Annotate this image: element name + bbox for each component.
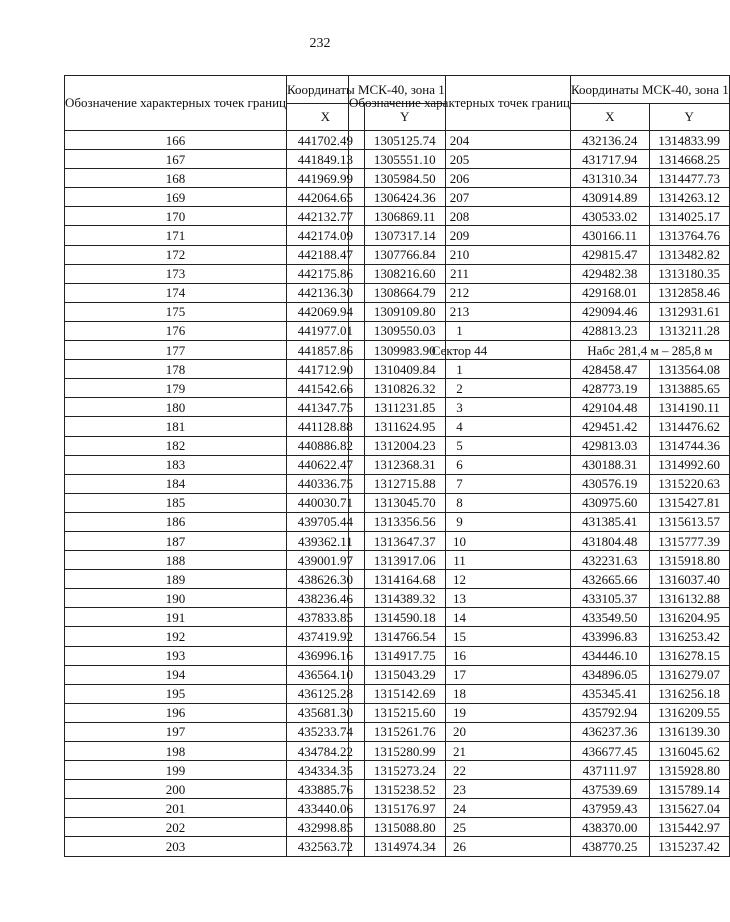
x-coordinate-cell: 432231.63 [571,551,650,570]
point-number-cell: 202 [65,818,287,837]
point-number-cell: 23 [349,780,571,799]
y-coordinate-cell: 1313764.76 [649,226,729,245]
x-coordinate-cell: 442136.30 [287,283,365,302]
point-number-cell: 186 [65,512,287,531]
y-coordinate-cell: 1312858.46 [649,283,729,302]
point-number-cell: 183 [65,455,287,474]
point-number-cell: 9 [349,512,571,531]
point-number-cell: 212 [349,283,571,302]
x-coordinate-cell: 437539.69 [571,780,650,799]
x-coordinate-cell: 433440.06 [287,799,365,818]
point-number-cell: 173 [65,264,287,283]
point-number-cell: 1 [349,360,571,379]
y-header: Y [649,103,729,131]
x-coordinate-cell: 433996.83 [571,627,650,646]
x-coordinate-cell: 436237.36 [571,722,650,741]
x-coordinate-cell: 430166.11 [571,226,650,245]
y-coordinate-cell: 1315442.97 [649,818,729,837]
y-coordinate-cell: 1314668.25 [649,150,729,169]
x-coordinate-cell: 441128.88 [287,417,365,436]
point-number-cell: 1 [349,321,571,340]
table-row [349,321,730,340]
y-coordinate-cell: 1316209.55 [649,703,729,722]
y-coordinate-cell: 1314917.75 [364,646,445,665]
table-row [349,455,730,474]
y-coordinate-cell: 1315928.80 [649,761,729,780]
table-row [349,512,730,531]
point-number-cell: 180 [65,398,287,417]
y-coordinate-cell: 1307766.84 [364,245,445,264]
table-row [349,742,730,761]
x-coordinate-cell: 433885.76 [287,780,365,799]
x-coordinate-cell: 429451.42 [571,417,650,436]
x-coordinate-cell: 429168.01 [571,283,650,302]
point-number-cell: 24 [349,799,571,818]
y-coordinate-cell: 1316256.18 [649,684,729,703]
point-number-cell: 188 [65,551,287,570]
x-coordinate-cell: 429813.03 [571,436,650,455]
point-number-cell: 176 [65,321,287,340]
table-row [349,398,730,417]
x-coordinate-cell: 440030.71 [287,493,365,512]
y-coordinate-cell: 1313885.65 [649,379,729,398]
point-number-cell: 179 [65,379,287,398]
x-coordinate-cell: 428813.23 [571,321,650,340]
point-number-cell: 199 [65,761,287,780]
x-coordinate-cell: 433105.37 [571,589,650,608]
point-number-cell: 208 [349,207,571,226]
y-coordinate-cell: 1314590.18 [364,608,445,627]
x-coordinate-cell: 438236.46 [287,589,365,608]
x-coordinate-cell: 440336.75 [287,474,365,493]
y-coordinate-cell: 1311231.85 [364,398,445,417]
x-coordinate-cell: 432665.66 [571,570,650,589]
x-coordinate-cell: 437111.97 [571,761,650,780]
y-coordinate-cell: 1305125.74 [364,131,445,150]
y-coordinate-cell: 1311624.95 [364,417,445,436]
point-number-cell: 196 [65,703,287,722]
x-coordinate-cell: 432563.72 [287,837,365,856]
y-coordinate-cell: 1306869.11 [364,207,445,226]
point-number-cell: 20 [349,722,571,741]
x-header: X [287,103,365,131]
x-coordinate-cell: 436996.16 [287,646,365,665]
y-coordinate-cell: 1309109.80 [364,302,445,321]
point-number-cell: 174 [65,283,287,302]
y-header: Y [364,103,445,131]
y-coordinate-cell: 1314833.99 [649,131,729,150]
x-coordinate-cell: 441977.01 [287,321,365,340]
point-number-cell: 3 [349,398,571,417]
x-coordinate-cell: 442188.47 [287,245,365,264]
table-row [349,474,730,493]
x-coordinate-cell: 434784.22 [287,742,365,761]
table-row [349,780,730,799]
x-coordinate-cell: 436677.45 [571,742,650,761]
point-number-cell: 210 [349,245,571,264]
y-coordinate-cell: 1315142.69 [364,684,445,703]
point-number-cell: 21 [349,742,571,761]
point-number-cell: 192 [65,627,287,646]
y-coordinate-cell: 1309550.03 [364,321,445,340]
x-coordinate-cell: 438626.30 [287,570,365,589]
point-number-cell: 177 [65,341,287,360]
point-number-cell: 170 [65,207,287,226]
point-number-cell: 166 [65,131,287,150]
point-number-cell: 11 [349,551,571,570]
sector-row [349,341,730,360]
point-number-cell: 22 [349,761,571,780]
point-number-cell: 204 [349,131,571,150]
y-coordinate-cell: 1314744.36 [649,436,729,455]
point-number-cell: 13 [349,589,571,608]
y-coordinate-cell: 1305551.10 [364,150,445,169]
y-coordinate-cell: 1316279.07 [649,665,729,684]
point-number-cell: 185 [65,493,287,512]
point-number-cell: 12 [349,570,571,589]
x-coordinate-cell: 429104.48 [571,398,650,417]
y-coordinate-cell: 1315043.29 [364,665,445,684]
point-number-cell: 194 [65,665,287,684]
table-row [349,226,730,245]
y-coordinate-cell: 1314974.34 [364,837,445,856]
y-coordinate-cell: 1306424.36 [364,188,445,207]
table-row [349,417,730,436]
y-coordinate-cell: 1316139.30 [649,722,729,741]
point-number-cell: 167 [65,150,287,169]
y-coordinate-cell: 1308216.60 [364,264,445,283]
table-row [349,837,730,856]
y-coordinate-cell: 1313647.37 [364,531,445,550]
y-coordinate-cell: 1312715.88 [364,474,445,493]
x-coordinate-cell: 431310.34 [571,169,650,188]
point-number-cell: 195 [65,684,287,703]
point-number-cell: 15 [349,627,571,646]
x-coordinate-cell: 434446.10 [571,646,650,665]
x-coordinate-cell: 435345.41 [571,684,650,703]
y-coordinate-cell: 1315220.63 [649,474,729,493]
y-coordinate-cell: 1314389.32 [364,589,445,608]
x-coordinate-cell: 431385.41 [571,512,650,531]
x-coordinate-cell: 436564.10 [287,665,365,684]
table-row [349,360,730,379]
y-coordinate-cell: 1315176.97 [364,799,445,818]
x-coordinate-cell: 440622.47 [287,455,365,474]
point-number-cell: 2 [349,379,571,398]
y-coordinate-cell: 1314164.68 [364,570,445,589]
table-row [349,703,730,722]
x-coordinate-cell: 441702.49 [287,131,365,150]
y-coordinate-cell: 1314477.73 [649,169,729,188]
x-coordinate-cell: 435681.30 [287,703,365,722]
table-row [349,531,730,550]
point-number-cell: 205 [349,150,571,169]
table-row [349,131,730,150]
point-number-cell: 178 [65,360,287,379]
x-coordinate-cell: 442064.65 [287,188,365,207]
x-coordinate-cell: 433549.50 [571,608,650,627]
point-number-cell: 25 [349,818,571,837]
sector-range: Набс 281,4 м – 285,8 м [571,341,730,360]
point-number-cell: 200 [65,780,287,799]
point-number-cell: 16 [349,646,571,665]
point-number-cell: 184 [65,474,287,493]
y-coordinate-cell: 1312004.23 [364,436,445,455]
designation-header: Обозначение характерных точек границ [65,76,287,131]
x-coordinate-cell: 442174.09 [287,226,365,245]
table-row [349,169,730,188]
point-number-cell: 181 [65,417,287,436]
point-number-cell: 168 [65,169,287,188]
point-number-cell: 5 [349,436,571,455]
y-coordinate-cell: 1315918.80 [649,551,729,570]
y-coordinate-cell: 1313180.35 [649,264,729,283]
table-row [349,722,730,741]
y-coordinate-cell: 1314190.11 [649,398,729,417]
x-coordinate-cell: 441542.66 [287,379,365,398]
y-coordinate-cell: 1316045.62 [649,742,729,761]
table-row [349,436,730,455]
x-coordinate-cell: 441849.13 [287,150,365,169]
y-coordinate-cell: 1314766.54 [364,627,445,646]
x-coordinate-cell: 436125.28 [287,684,365,703]
x-coordinate-cell: 429094.46 [571,302,650,321]
x-coordinate-cell: 437959.43 [571,799,650,818]
table-row [349,493,730,512]
x-coordinate-cell: 435233.74 [287,722,365,741]
x-coordinate-cell: 437419.92 [287,627,365,646]
point-number-cell: 213 [349,302,571,321]
x-coordinate-cell: 432136.24 [571,131,650,150]
point-number-cell: 17 [349,665,571,684]
table-row [349,646,730,665]
x-coordinate-cell: 431717.94 [571,150,650,169]
x-coordinate-cell: 430975.60 [571,493,650,512]
x-header: X [571,103,650,131]
page-number: 232 [309,36,331,51]
table-row [349,264,730,283]
point-number-cell: 198 [65,742,287,761]
x-coordinate-cell: 439362.11 [287,531,365,550]
y-coordinate-cell: 1316253.42 [649,627,729,646]
point-number-cell: 209 [349,226,571,245]
point-number-cell: 19 [349,703,571,722]
point-number-cell: 187 [65,531,287,550]
y-coordinate-cell: 1314263.12 [649,188,729,207]
y-coordinate-cell: 1314025.17 [649,207,729,226]
x-coordinate-cell: 435792.94 [571,703,650,722]
x-coordinate-cell: 432998.85 [287,818,365,837]
y-coordinate-cell: 1316132.88 [649,589,729,608]
y-coordinate-cell: 1315215.60 [364,703,445,722]
table-row [349,245,730,264]
x-coordinate-cell: 440886.82 [287,436,365,455]
point-number-cell: 4 [349,417,571,436]
table-row [349,150,730,169]
coords-system-header: Координаты МСК-40, зона 1 [571,76,730,104]
y-coordinate-cell: 1315627.04 [649,799,729,818]
x-coordinate-cell: 439705.44 [287,512,365,531]
point-number-cell: 10 [349,531,571,550]
y-coordinate-cell: 1315613.57 [649,512,729,531]
y-coordinate-cell: 1313045.70 [364,493,445,512]
point-number-cell: 190 [65,589,287,608]
point-number-cell: 18 [349,684,571,703]
y-coordinate-cell: 1310409.84 [364,360,445,379]
table-row [349,761,730,780]
x-coordinate-cell: 441347.75 [287,398,365,417]
x-coordinate-cell: 429815.47 [571,245,650,264]
point-number-cell: 182 [65,436,287,455]
point-number-cell: 197 [65,722,287,741]
y-coordinate-cell: 1315427.81 [649,493,729,512]
y-coordinate-cell: 1316278.15 [649,646,729,665]
x-coordinate-cell: 441857.86 [287,341,365,360]
point-number-cell: 189 [65,570,287,589]
point-number-cell: 169 [65,188,287,207]
point-number-cell: 7 [349,474,571,493]
x-coordinate-cell: 430188.31 [571,455,650,474]
point-number-cell: 201 [65,799,287,818]
point-number-cell: 14 [349,608,571,627]
y-coordinate-cell: 1313917.06 [364,551,445,570]
point-number-cell: 203 [65,837,287,856]
x-coordinate-cell: 428458.47 [571,360,650,379]
table-row [349,627,730,646]
point-number-cell: 206 [349,169,571,188]
x-coordinate-cell: 430576.19 [571,474,650,493]
y-coordinate-cell: 1315238.52 [364,780,445,799]
y-coordinate-cell: 1315777.39 [649,531,729,550]
point-number-cell: 6 [349,455,571,474]
table-row [349,379,730,398]
x-coordinate-cell: 442069.94 [287,302,365,321]
y-coordinate-cell: 1314476.62 [649,417,729,436]
table-row [349,207,730,226]
designation-header: Обозначение характерных точек границ [349,76,571,131]
x-coordinate-cell: 437833.85 [287,608,365,627]
y-coordinate-cell: 1308664.79 [364,283,445,302]
point-number-cell: 211 [349,264,571,283]
y-coordinate-cell: 1313356.56 [364,512,445,531]
y-coordinate-cell: 1314992.60 [649,455,729,474]
table-body [349,131,730,341]
table-row [349,283,730,302]
table-row [349,665,730,684]
x-coordinate-cell: 442175.86 [287,264,365,283]
sector-block [349,341,730,360]
x-coordinate-cell: 430533.02 [571,207,650,226]
y-coordinate-cell: 1315261.76 [364,722,445,741]
table-row [349,302,730,321]
y-coordinate-cell: 1313211.28 [649,321,729,340]
y-coordinate-cell: 1316204.95 [649,608,729,627]
x-coordinate-cell: 441969.99 [287,169,365,188]
y-coordinate-cell: 1316037.40 [649,570,729,589]
table-row [349,188,730,207]
y-coordinate-cell: 1313564.08 [649,360,729,379]
table-row [349,570,730,589]
table-row [349,684,730,703]
y-coordinate-cell: 1313482.82 [649,245,729,264]
x-coordinate-cell: 431804.48 [571,531,650,550]
x-coordinate-cell: 438770.25 [571,837,650,856]
x-coordinate-cell: 428773.19 [571,379,650,398]
point-number-cell: 8 [349,493,571,512]
table-row [349,608,730,627]
x-coordinate-cell: 429482.38 [571,264,650,283]
table-row [349,551,730,570]
point-number-cell: 207 [349,188,571,207]
point-number-cell: 26 [349,837,571,856]
point-number-cell: 172 [65,245,287,264]
x-coordinate-cell: 438370.00 [571,818,650,837]
y-coordinate-cell: 1315280.99 [364,742,445,761]
y-coordinate-cell: 1315273.24 [364,761,445,780]
point-number-cell: 191 [65,608,287,627]
y-coordinate-cell: 1315789.14 [649,780,729,799]
sector-label: Сектор 44 [349,341,571,360]
coordinates-table-right [348,75,730,857]
table-row [349,799,730,818]
y-coordinate-cell: 1315237.42 [649,837,729,856]
x-coordinate-cell: 441712.90 [287,360,365,379]
table-row [349,589,730,608]
x-coordinate-cell: 439001.97 [287,551,365,570]
x-coordinate-cell: 430914.89 [571,188,650,207]
y-coordinate-cell: 1309983.90 [364,341,445,360]
x-coordinate-cell: 442132.77 [287,207,365,226]
point-number-cell: 171 [65,226,287,245]
point-number-cell: 175 [65,302,287,321]
table-row [349,818,730,837]
table-body [349,360,730,856]
coords-system-header: Координаты МСК-40, зона 1 [287,76,446,104]
y-coordinate-cell: 1307317.14 [364,226,445,245]
y-coordinate-cell: 1310826.32 [364,379,445,398]
y-coordinate-cell: 1315088.80 [364,818,445,837]
y-coordinate-cell: 1312368.31 [364,455,445,474]
point-number-cell: 193 [65,646,287,665]
x-coordinate-cell: 434896.05 [571,665,650,684]
y-coordinate-cell: 1305984.50 [364,169,445,188]
x-coordinate-cell: 434334.35 [287,761,365,780]
y-coordinate-cell: 1312931.61 [649,302,729,321]
